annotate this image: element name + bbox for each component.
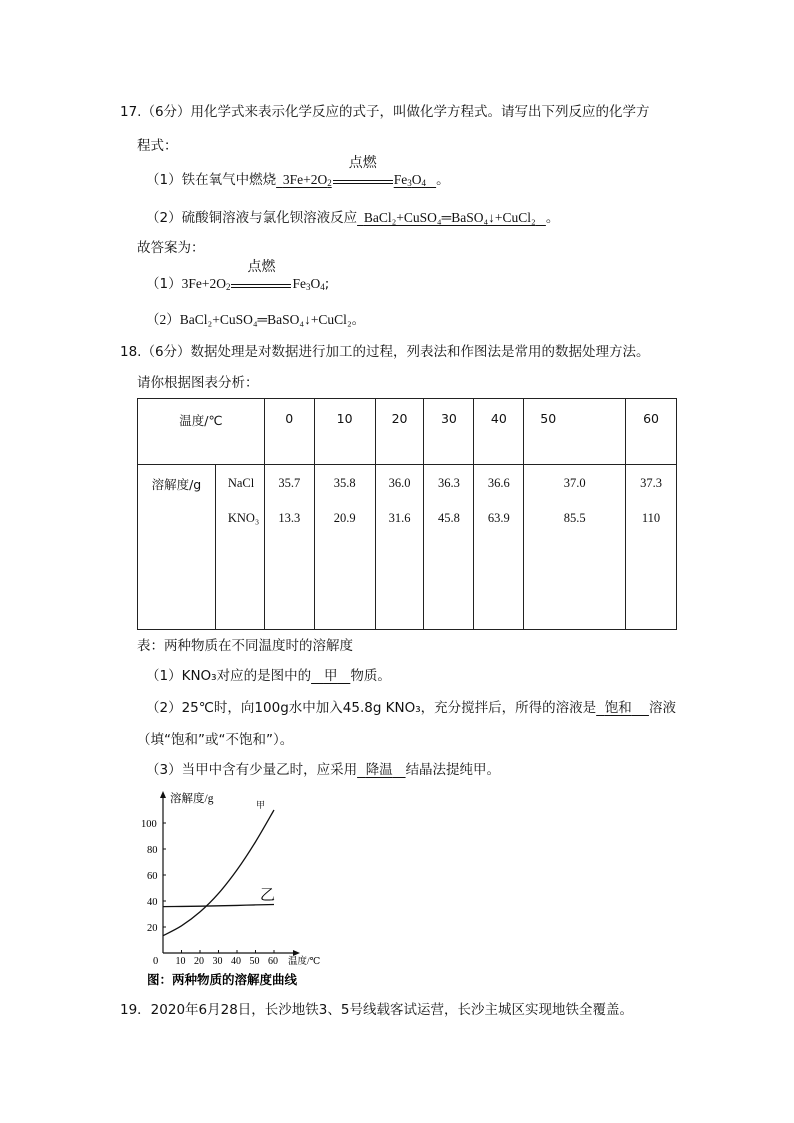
chart-caption: 图：两种物质的溶解度曲线 [147, 973, 298, 987]
condition-label: 点燃 [348, 156, 377, 171]
q17-part2-answer: BaCl₂+CuSO₄═BaSO₄↓+CuCl₂ [363, 210, 536, 225]
q18-sub1: （1）KNO₃对应的是图中的 甲 物质。 [146, 668, 391, 684]
nacl-value: 37.0 [524, 465, 626, 502]
curve-yi-label: 乙 [260, 887, 276, 904]
nacl-value: 35.8 [314, 465, 375, 502]
q18-sub3-answer: 降温 [365, 762, 393, 778]
y-axis-arrow [160, 791, 166, 798]
curve-jia-label: 甲 [256, 800, 266, 810]
nacl-value: 36.6 [474, 465, 524, 502]
table-caption: 表：两种物质在不同温度时的溶解度 [137, 638, 353, 654]
x-tick-label: 30 [212, 956, 223, 967]
q19-stem: 19．2020年6月28日，长沙地铁3、5号线载客试运营，长沙主城区实现地铁全覆盖。 [120, 1002, 633, 1018]
q17-part1-answer: $3Fe+2O_2$ 点燃 $Fe_3O_4$ [282, 156, 426, 188]
kno3-label: KNO₃ [215, 501, 264, 630]
answer-heading: 故答案为： [137, 240, 205, 256]
y-axis-label: 溶解度/g [170, 793, 214, 805]
q18-sub2-answer: 饱和 [604, 700, 632, 716]
kno3-value: 110 [626, 501, 677, 630]
x-tick-label: 60 [268, 956, 278, 967]
curve-jia [163, 810, 274, 936]
temp-cell: 40 [474, 399, 524, 465]
q17-part2: （2）硫酸铜溶液与氯化钡溶液反应 BaCl₂+CuSO₄═BaSO₄↓+CuCl₂ 。 [146, 210, 560, 226]
x-axis-label: 温度/℃ [288, 957, 321, 967]
q17-stem-line1: 17.（6分）用化学式来表示化学反应的式子，叫做化学方程式。请写出下列反应的化学方 [120, 104, 650, 120]
q18-stem-line2: 请你根据图表分析： [137, 375, 259, 391]
x-tick-label: 10 [175, 956, 186, 967]
y-tick-label: 80 [147, 845, 158, 856]
x-tick-label: 50 [249, 956, 260, 967]
kno3-value: 31.6 [375, 501, 424, 630]
solubility-table [137, 398, 677, 630]
q17-part2-prompt: （2）硫酸铜溶液与氯化钡溶液反应 [146, 210, 358, 226]
temp-cell: 0 [264, 399, 314, 465]
nacl-value: 37.3 [626, 465, 677, 502]
y-tick-label: 20 [147, 923, 158, 934]
kno3-value: 63.9 [474, 501, 524, 630]
q17-part1: （1）铁在氧气中燃烧 $3Fe+2O_2$ 点燃 $Fe_3O_4$ 。 [146, 156, 450, 188]
y-tick-label: 100 [141, 819, 157, 830]
temp-cell: 20 [375, 399, 424, 465]
kno3-value: 20.9 [314, 501, 375, 630]
x-tick-label: 20 [194, 956, 204, 967]
temp-cell: 50 [524, 399, 626, 465]
nacl-value: 36.0 [375, 465, 424, 502]
q18-sub3: （3）当甲中含有少量乙时，应采用 降温 结晶法提纯甲。 [146, 762, 501, 778]
q17-stem-line2: 程式： [137, 138, 178, 154]
kno3-value: 13.3 [264, 501, 314, 630]
kno3-value: 45.8 [424, 501, 474, 630]
curve-yi [163, 905, 274, 907]
q18-stem-line1: 18.（6分）数据处理是对数据进行加工的过程，列表法和作图法是常用的数据处理方法。 [120, 344, 650, 360]
reaction-condition-arrow [333, 156, 393, 184]
y-tick-label: 40 [147, 897, 158, 908]
x-axis-arrow [293, 950, 300, 956]
answer-1: $(1)3Fe+2O_2$ 点燃 $Fe_3O_4$; [146, 260, 330, 292]
temp-cell: 60 [626, 399, 677, 465]
x-tick-label: 40 [231, 956, 241, 967]
solubility-chart [138, 788, 358, 993]
nacl-value: 35.7 [264, 465, 314, 502]
q18-sub1-answer: 甲 [323, 668, 338, 684]
row-label-solubility: 溶解度/g [138, 465, 216, 630]
header-temperature: 温度/℃ [138, 399, 265, 465]
answer-2: （2）BaCl₂+CuSO₄═BaSO₄↓+CuCl₂。 [146, 312, 366, 327]
temp-cell: 30 [424, 399, 474, 465]
origin-label: 0 [153, 956, 159, 967]
q17-part1-prompt: （1）铁在氧气中燃烧 [146, 172, 277, 188]
q18-sub2: （2）25℃时，向100g水中加入45.8g KNO₃，充分搅拌后，所得的溶液是 饱和 溶液 [146, 700, 676, 716]
reaction-condition-arrow: 点燃 [231, 275, 291, 288]
q18-sub2-hint: （填“饱和”或“不饱和”）。 [137, 732, 294, 748]
temp-cell: 10 [314, 399, 375, 465]
y-tick-label: 60 [147, 871, 158, 882]
nacl-label: NaCl [215, 465, 264, 502]
kno3-value: 85.5 [524, 501, 626, 630]
nacl-value: 36.3 [424, 465, 474, 502]
